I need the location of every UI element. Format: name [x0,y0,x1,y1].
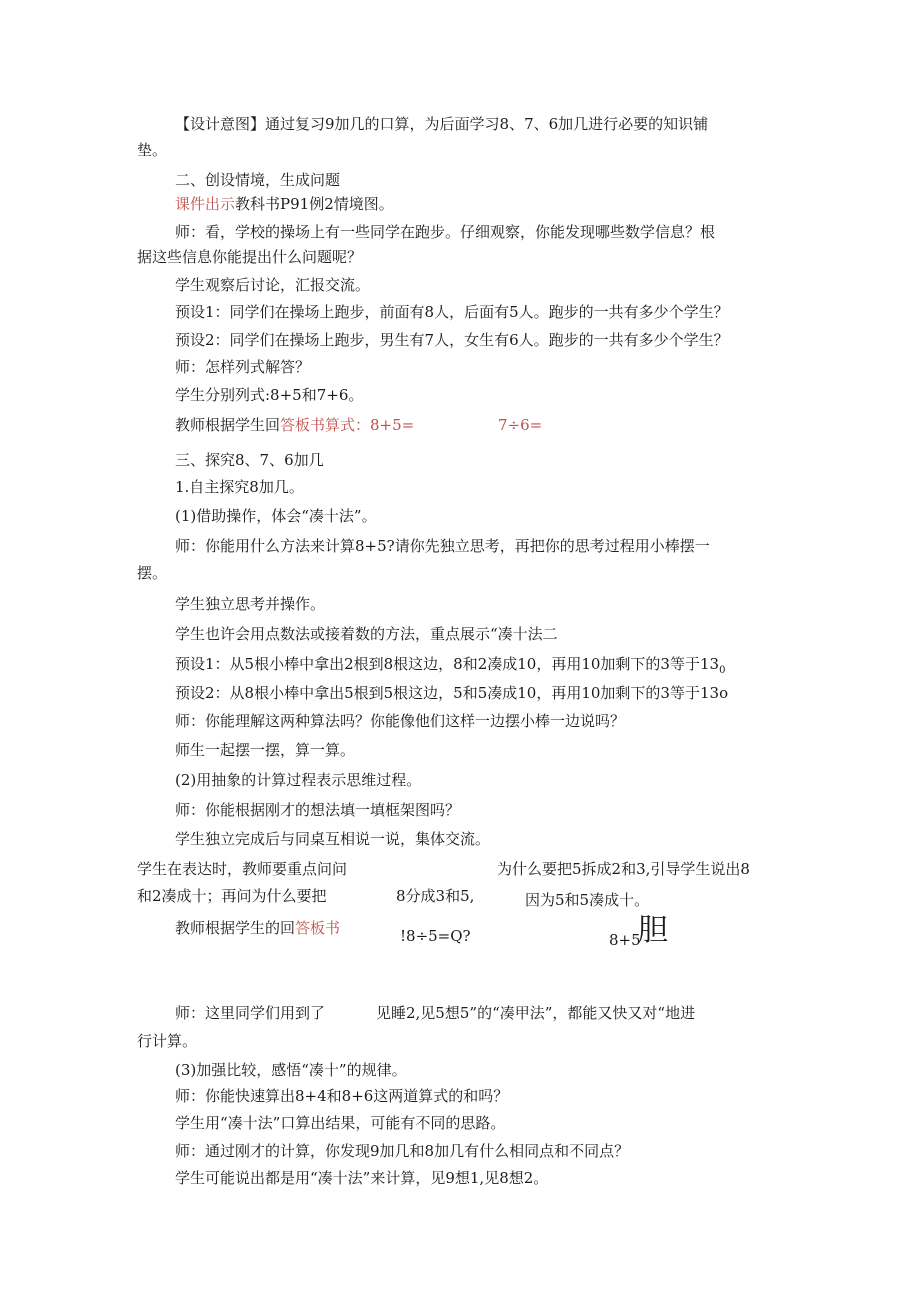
board-answer-red: 答板书 [295,919,341,937]
express-line-b: 为什么要把5拆成2和3,引导学生说出8 [497,860,750,878]
board-answer-prefix: 教师根据学生的回 [175,919,296,937]
subsection-1: 1.自主探究8加几。 [175,478,304,496]
preset-2-line: 预设2：同学们在操场上跑步，男生有7人，女生有6人。跑步的一共有多少个学生？ [175,331,729,349]
together-line: 师生一起摆一摆，算一算。 [175,741,356,759]
teacher-quick-line: 师：你能快速算出8+4和8+6这两道算式的和吗？ [175,1087,509,1105]
teacher-question-cont: 据这些信息你能提出什么问题呢？ [137,248,363,266]
student-exchange-line: 学生独立完成后与同桌互相说一说，集体交流。 [175,830,491,848]
teacher-question-line: 师：看，学校的操场上有一些同学在跑步。仔细观察，你能发现哪些数学信息？根 [175,223,716,241]
teacher-summary-cont: 行计算。 [137,1032,198,1050]
step-1-heading: (1)借助操作，体会“凑十法”。 [175,507,377,525]
board-answer-formula: !8÷5=Q? [400,927,471,945]
step-3-heading: (3)加强比较，感悟“凑十”的规律。 [175,1061,407,1079]
courseware-text: 教科书P91例2情境图。 [235,195,394,213]
board-formula-line [175,415,414,435]
express-line-a: 学生在表达时，教师要重点问问 [137,860,348,878]
student-formula-line: 学生分别列式:8+5和7+6。 [175,386,364,404]
preset-1-line: 预设1：同学们在操场上跑步，前面有8人，后面有5人。跑步的一共有多少个学生？ [175,303,729,321]
teacher-compare-line: 师：通过刚才的计算，你发现9加几和8加几有什么相同点和不同点？ [175,1142,630,1160]
board-formula-prefix: 教师根据学生回 [175,416,281,434]
express-cont-c: 因为5和5凑成十。 [525,891,650,909]
teacher-method-cont: 摆。 [137,564,168,582]
board-answer-sum: 8+5 [609,931,641,949]
express-cont-a: 和2凑成十；再问为什么要把 [137,887,327,905]
courseware-line [175,194,394,214]
express-cont-b: 8分成3和5, [396,887,475,905]
student-discuss-line: 学生观察后讨论，汇报交流。 [175,276,371,294]
board-answer-line [175,918,340,938]
teacher-summary-a: 师：这里同学们用到了 [175,1004,326,1022]
student-conclusion-line: 学生可能说出都是用“凑十法”来计算，见9想1,见8想2。 [175,1169,549,1187]
board-formula-second: 7÷6= [498,416,543,434]
section-heading-2: 二、创设情境，生成问题 [175,171,341,189]
design-intent-cont: 垫。 [137,141,168,159]
preset-stick-2: 预设2：从8根小棒中拿出5根到5根这边，5和5凑成10，再用10加剩下的3等于13o [175,684,729,702]
preset-stick-1 [175,654,725,681]
student-operate-line: 学生独立思考并操作。 [175,595,326,613]
teacher-understand-line: 师：你能理解这两种算法吗？你能像他们这样一边摆小棒一边说吗？ [175,712,626,730]
teacher-summary-b: 见睡2,见5想5”的“凑甲法”，都能又快又对“地进 [376,1004,696,1022]
teacher-frame-line: 师：你能根据刚才的想法填一填框架图吗？ [175,801,461,819]
design-intent-line: 【设计意图】通过复习9加几的口算，为后面学习8、7、6加几进行必要的知识铺 [175,115,709,133]
courseware-label: 课件出示 [175,195,236,213]
step-2-heading: (2)用抽象的计算过程表示思维过程。 [175,771,422,789]
teacher-method-line: 师：你能用什么方法来计算8+5?请你先独立思考，再把你的思考过程用小棒摆一 [175,537,710,555]
student-method-line: 学生也许会用点数法或接着数的方法，重点展示“凑十法二 [175,625,558,643]
preset-stick-1-text: 预设1：从5根小棒中拿出2根到8根这边，8和2凑成10，再用10加剩下的3等于13 [175,655,720,673]
section-heading-3: 三、探究8、7、6加几 [175,451,324,469]
board-formula-red: 答板书算式：8+5= [280,416,415,434]
board-answer-glyph: 胆 [638,913,668,948]
student-mental-line: 学生用“凑十法”口算出结果，可能有不同的思路。 [175,1114,506,1132]
teacher-ask-line: 师：怎样列式解答？ [175,358,311,376]
preset-stick-1-sub: 0 [719,665,726,676]
